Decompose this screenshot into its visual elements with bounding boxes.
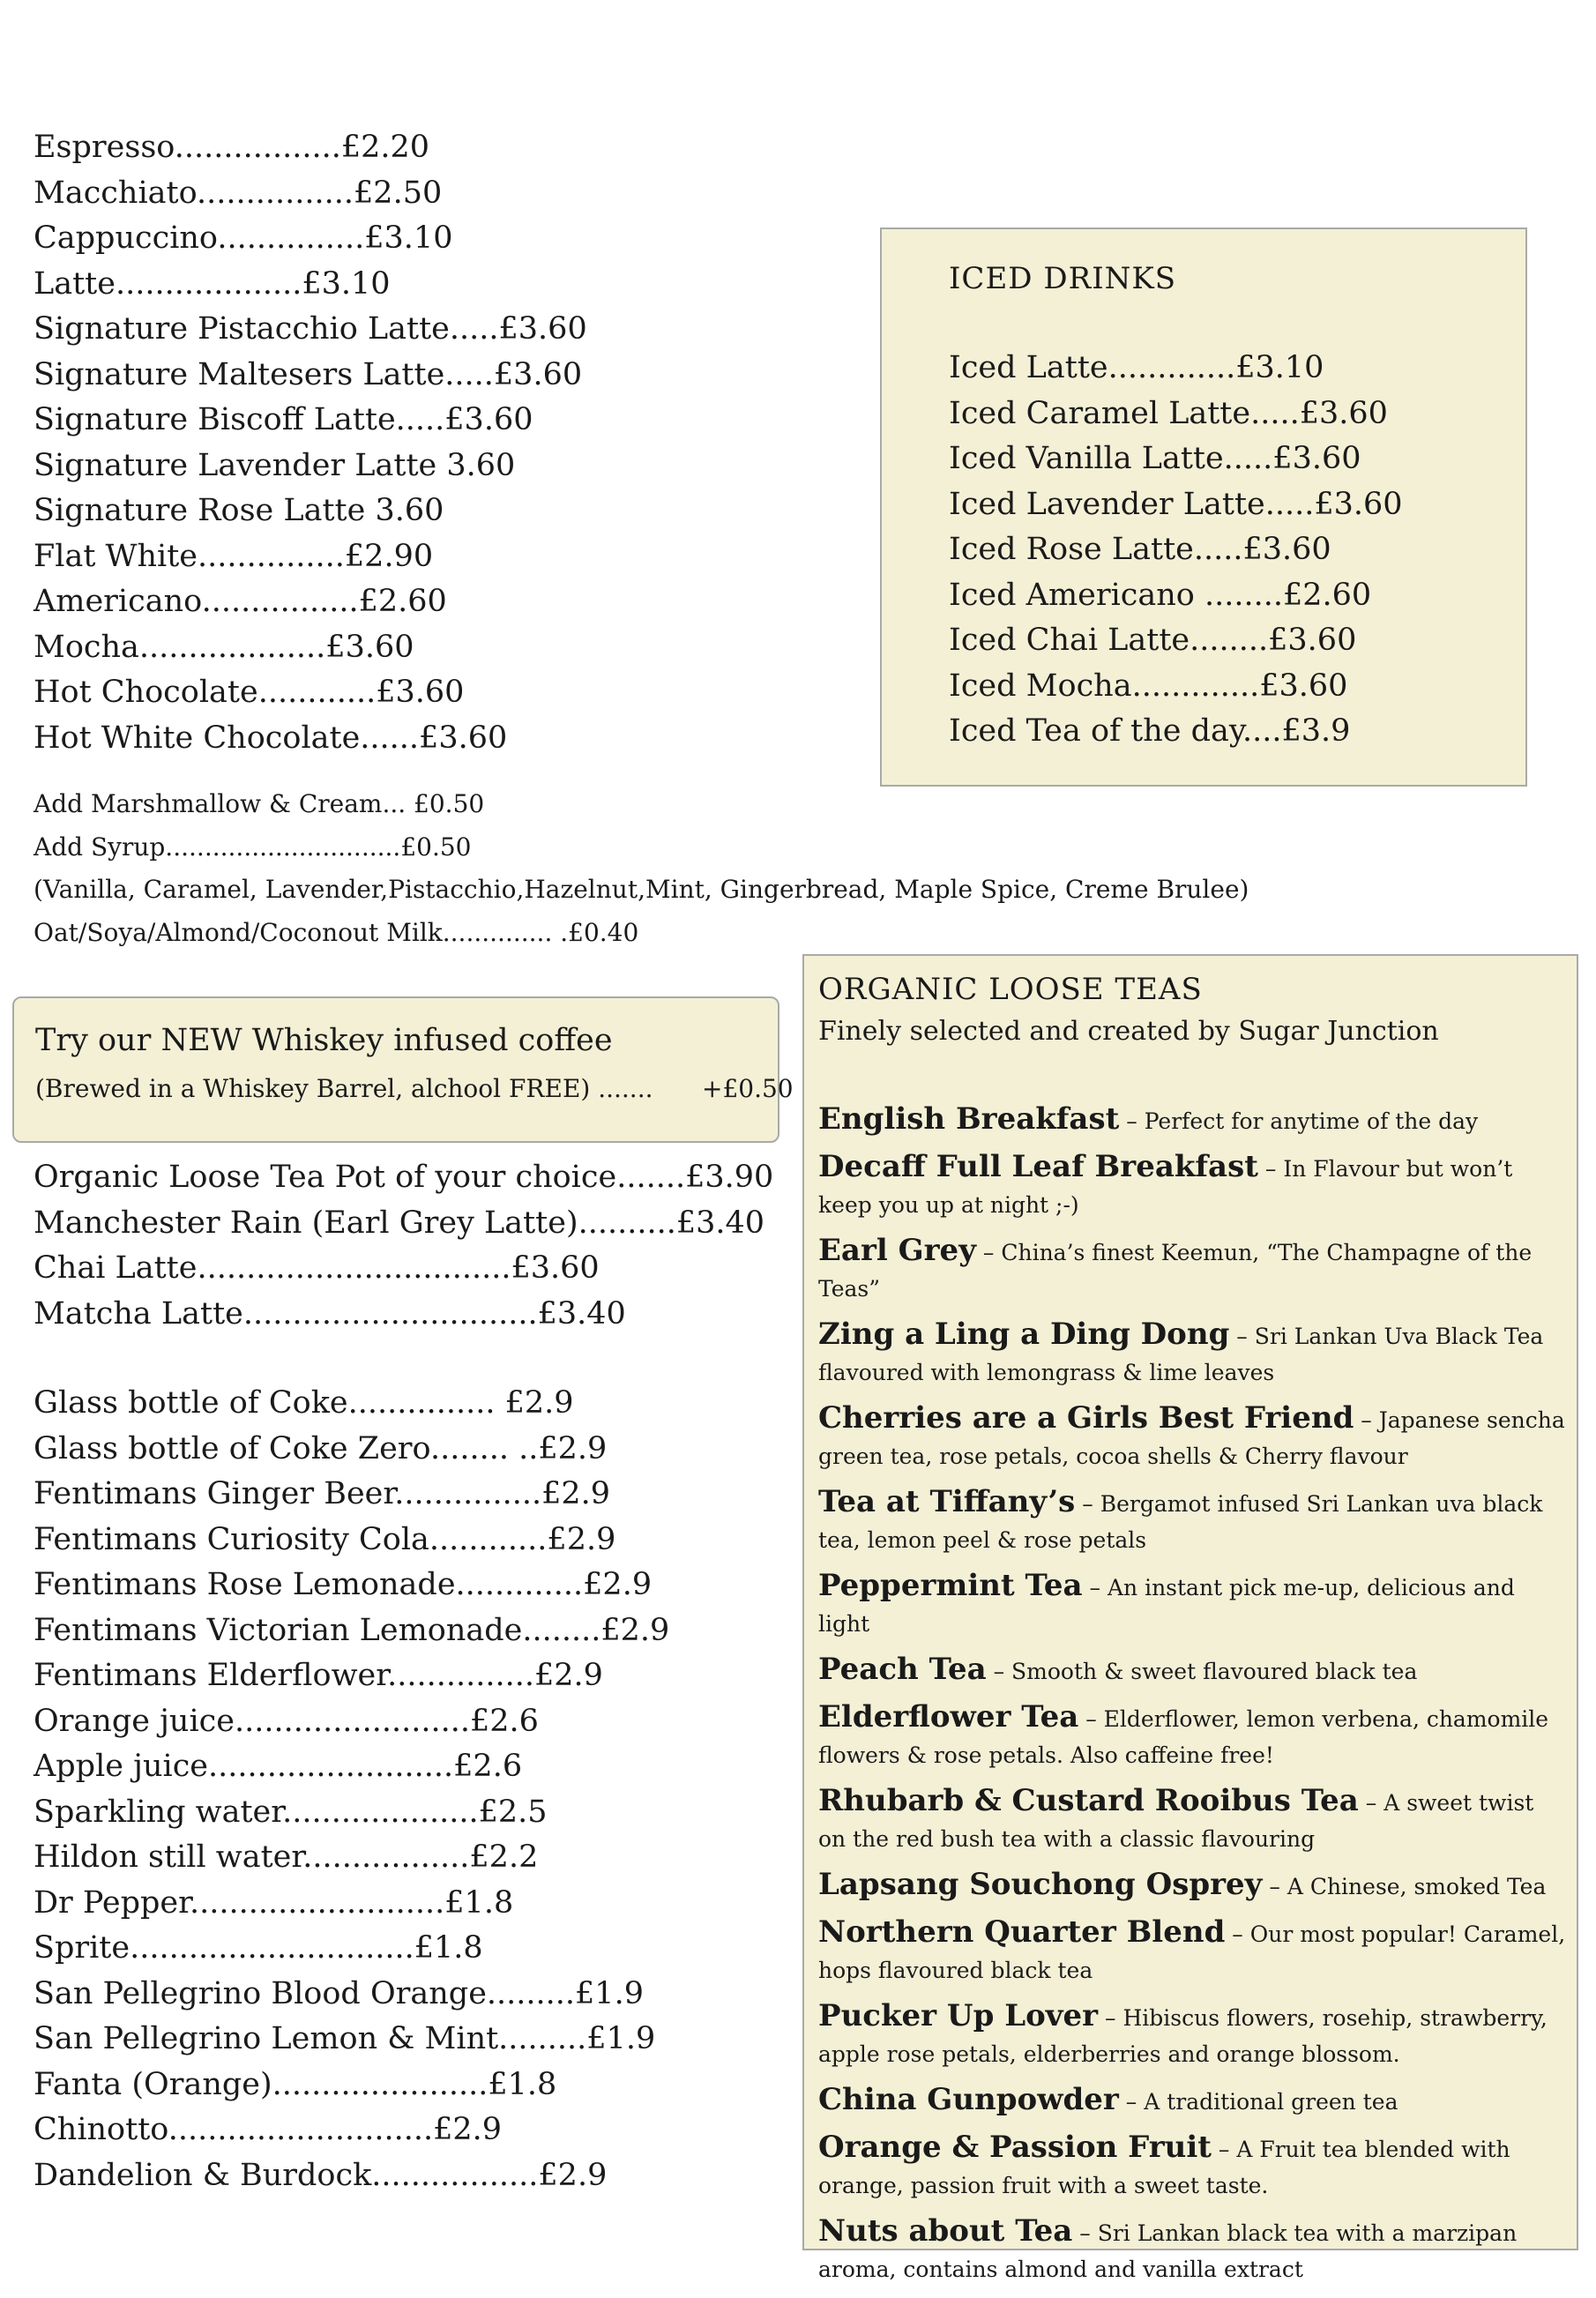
menu-item: Iced Americano ........£2.60: [949, 577, 1372, 613]
tea-name: Orange & Passion Fruit: [818, 2130, 1212, 2165]
tea-item: [818, 2130, 1566, 2205]
tea-description: – Our most popular! Caramel, hops flavoured black tea: [818, 1921, 1566, 1983]
menu-item: Chai Latte................................£3.60: [34, 1250, 600, 1286]
extra-item: Add Marshmallow & Cream... £0.50: [34, 789, 485, 818]
menu-item: Iced Tea of the day....£3.9: [949, 713, 1351, 749]
menu-item: Fentimans Ginger Beer...............£2.9: [34, 1476, 611, 1511]
tea-name: Tea at Tiffany’s: [818, 1484, 1076, 1519]
tea-name: Pucker Up Lover: [818, 1998, 1099, 2033]
menu-item: Hot Chocolate............£3.60: [34, 675, 465, 710]
tea-name: Peppermint Tea: [818, 1568, 1083, 1603]
extras-list: [34, 783, 1249, 954]
menu-item: Signature Biscoff Latte.....£3.60: [34, 402, 533, 437]
loose-teas-title: ORGANIC LOOSE TEAS: [818, 972, 1203, 1007]
menu-item: Sparkling water....................£2.5: [34, 1794, 548, 1830]
whiskey-promo-price: +£0.50: [702, 1074, 794, 1103]
tea-item: [818, 1868, 1566, 1906]
loose-teas-list: [818, 1102, 1566, 2298]
menu-item: Iced Caramel Latte.....£3.60: [949, 395, 1388, 431]
menu-item: Iced Vanilla Latte.....£3.60: [949, 441, 1361, 476]
tea-name: China Gunpowder: [818, 2082, 1119, 2117]
menu-item: Macchiato................£2.50: [34, 175, 443, 211]
menu-item: Signature Lavender Latte 3.60: [34, 447, 516, 483]
tea-item: [818, 1234, 1566, 1309]
menu-item: Glass bottle of Coke............... £2.9: [34, 1385, 574, 1421]
menu-item: Fentimans Rose Lemonade.............£2.9: [34, 1567, 653, 1602]
tea-item: [818, 1150, 1566, 1225]
iced-drinks-title: ICED DRINKS: [949, 261, 1177, 296]
extra-item: Oat/Soya/Almond/Coconout Milk.............. .£0.40: [34, 917, 639, 947]
menu-item: San Pellegrino Blood Orange.........£1.9: [34, 1975, 644, 2011]
tea-name: Cherries are a Girls Best Friend: [818, 1400, 1354, 1436]
tea-name: Northern Quarter Blend: [818, 1914, 1226, 1950]
tea-item: [818, 2083, 1566, 2122]
menu-item: Dandelion & Burdock.................£2.9: [34, 2157, 608, 2193]
tea-name: Decaff Full Leaf Breakfast: [818, 1149, 1258, 1184]
menu-item: Mocha...................£3.60: [34, 629, 414, 665]
tea-description: – A sweet twist on the red bush tea with a classic flavouring: [818, 1790, 1534, 1852]
tea-item: [818, 1485, 1566, 1560]
menu-item: Iced Mocha.............£3.60: [949, 668, 1348, 704]
tea-description: – A traditional green tea: [1118, 2089, 1398, 2115]
tea-name: Earl Grey: [818, 1233, 976, 1268]
tea-description: – Bergamot infused Sri Lankan uva black tea, lemon peel & rose petals: [818, 1491, 1543, 1553]
menu-item: Hot White Chocolate......£3.60: [34, 720, 508, 756]
iced-drinks-panel: [880, 228, 1527, 787]
menu-item: Iced Rose Latte.....£3.60: [949, 532, 1331, 567]
tea-item: [818, 1999, 1566, 2074]
menu-item: Signature Rose Latte 3.60: [34, 493, 444, 528]
menu-item: Fentimans Curiosity Cola............£2.9: [34, 1521, 616, 1557]
menu-item: Americano................£2.60: [34, 584, 447, 619]
menu-item: Matcha Latte..............................£3.40: [34, 1295, 626, 1332]
tea-name: Rhubarb & Custard Rooibus Tea: [818, 1783, 1359, 1818]
menu-item: Sprite.............................£1.8: [34, 1930, 483, 1966]
menu-item: Chinotto...........................£2.9: [34, 2112, 503, 2147]
tea-name: Zing a Ling a Ding Dong: [818, 1317, 1230, 1352]
soft-drinks-list: [34, 1381, 669, 2198]
whiskey-promo-panel: [12, 996, 794, 1143]
tea-item: [818, 1915, 1566, 1990]
menu-item: Espresso.................£2.20: [34, 130, 430, 165]
tea-description: – Sri Lankan Uva Black Tea flavoured with lemongrass & lime leaves: [818, 1324, 1544, 1385]
tea-name: Nuts about Tea: [818, 2213, 1073, 2249]
tea-item: [818, 1401, 1566, 1476]
tea-description: – Perfect for anytime of the day: [1119, 1108, 1479, 1134]
tea-description: – A Fruit tea blended with orange, passion fruit with a sweet taste.: [818, 2137, 1510, 2198]
coffee-menu: [34, 125, 587, 761]
menu-item: Dr Pepper..........................£1.8: [34, 1884, 514, 1921]
loose-teas-subtitle: Finely selected and created by Sugar Junction: [818, 1016, 1439, 1047]
whiskey-promo-title: Try our NEW Whiskey infused coffee: [35, 1023, 613, 1058]
menu-item: Iced Latte.............£3.10: [949, 350, 1324, 385]
tea-description: – In Flavour but won’t keep you up at night ;-): [818, 1156, 1513, 1218]
tea-item: [818, 1569, 1566, 1644]
menu-item: Iced Lavender Latte.....£3.60: [949, 486, 1403, 522]
tea-name: English Breakfast: [818, 1101, 1120, 1137]
tea-description: – Japanese sencha green tea, rose petals, cocoa shells & Cherry flavour: [818, 1407, 1565, 1469]
menu-item: Cappuccino...............£3.10: [34, 220, 453, 256]
tea-item: [818, 1700, 1566, 1775]
menu-item: Fanta (Orange)......................£1.8: [34, 2066, 557, 2102]
tea-description: – China’s finest Keemun, “The Champagne of the Teas”: [818, 1240, 1533, 1302]
tea-item: [818, 1653, 1566, 1691]
tea-item: [818, 1784, 1566, 1859]
tea-item: [818, 1102, 1566, 1141]
menu-item: Latte...................£3.10: [34, 265, 391, 302]
extra-item: (Vanilla, Caramel, Lavender,Pistacchio,Hazelnut,Mint, Gingerbread, Maple Spice, Creme Brulee): [34, 875, 1249, 904]
menu-item: Orange juice........................£2.6: [34, 1703, 539, 1739]
loose-teas-panel: [802, 954, 1578, 2282]
tea-description: – A Chinese, smoked Tea: [1262, 1874, 1547, 1899]
tea-description: – Sri Lankan black tea with a marzipan aroma, contains almond and vanilla extract: [818, 2220, 1518, 2282]
menu-item: Organic Loose Tea Pot of your choice.......£3.90: [34, 1160, 774, 1195]
iced-drinks-list: [949, 346, 1403, 755]
menu-item: Apple juice.........................£2.6: [34, 1749, 523, 1784]
menu-item: Manchester Rain (Earl Grey Latte)..........£3.40: [34, 1205, 765, 1241]
tea-name: Peach Tea: [818, 1652, 987, 1687]
tea-name: Elderflower Tea: [818, 1699, 1079, 1735]
menu-item: Glass bottle of Coke Zero........ ..£2.9: [34, 1430, 608, 1466]
tea-item: [818, 1317, 1566, 1392]
menu-item: San Pellegrino Lemon & Mint.........£1.9: [34, 2021, 656, 2056]
extra-item: Add Syrup..............................£0.50: [34, 832, 472, 862]
menu-item: Fentimans Elderflower...............£2.9: [34, 1658, 603, 1693]
tea-drinks-list: [34, 1155, 773, 1337]
tea-description: – An instant pick me-up, delicious and light: [818, 1575, 1515, 1637]
tea-name: Lapsang Souchong Osprey: [818, 1867, 1263, 1902]
menu-item: Hildon still water.................£2.2: [34, 1839, 539, 1875]
menu-item: Signature Maltesers Latte.....£3.60: [34, 356, 583, 392]
menu-item: Flat White...............£2.90: [34, 538, 434, 574]
menu-item: Iced Chai Latte........£3.60: [949, 623, 1357, 658]
tea-description: – Elderflower, lemon verbena, chamomile flowers & rose petals. Also caffeine free!: [818, 1706, 1549, 1768]
tea-description: – Hibiscus flowers, rosehip, strawberry, apple rose petals, elderberries and orange blossom.: [818, 2005, 1548, 2067]
menu-item: Fentimans Victorian Lemonade........£2.9: [34, 1612, 670, 1648]
tea-description: – Smooth & sweet flavoured black tea: [986, 1659, 1418, 1684]
tea-item: [818, 2214, 1566, 2289]
whiskey-promo-subtitle: (Brewed in a Whiskey Barrel, alchool FREE) .......: [35, 1074, 653, 1103]
menu-item: Signature Pistacchio Latte.....£3.60: [34, 311, 587, 347]
